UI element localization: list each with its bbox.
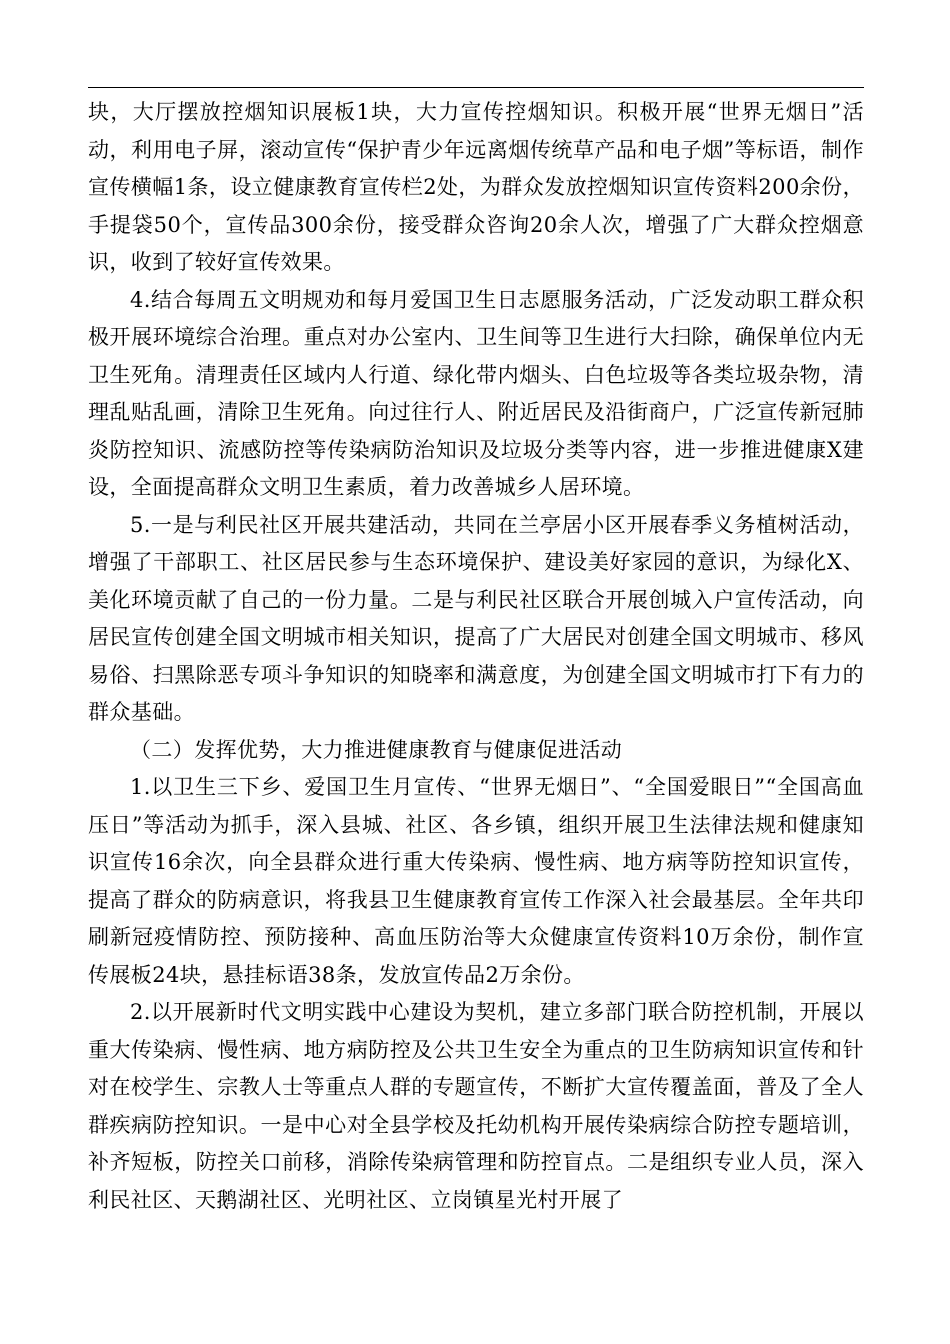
section-heading: （二）发挥优势，大力推进健康教育与健康促进活动 <box>130 737 623 762</box>
paragraph-item-5: 5.一是与利民社区开展共建活动，共同在兰亭居小区开展春季义务植树活动，增强了干部职工、社区居民参与生态环境保护、建设美好家园的意识，为绿化X、美化环境贡献了自己的一份力量。二是与利民社区联合开展创城入户宣传活动，向居民宣传创建全国文明城市相关知识，提高了广大居民对创建全国文明城市、移风易俗、扫黑除恶专项斗争知识的知晓率和满意度，为创建全国文明城市打下有力的群众基础。 <box>88 512 864 724</box>
paragraph-item-4: 4.结合每周五文明规劝和每月爱国卫生日志愿服务活动，广泛发动职工群众积极开展环境综合治理。重点对办公室内、卫生间等卫生进行大扫除，确保单位内无卫生死角。清理责任区域内人行道、绿化带内烟头、白色垃圾等各类垃圾杂物，清理乱贴乱画，清除卫生死角。向过往行人、附近居民及沿街商户，广泛宣传新冠肺炎防控知识、流感防控等传染病防治知识及垃圾分类等内容，进一步推进健康X建设，全面提高群众文明卫生素质，着力改善城乡人居环境。 <box>88 287 864 499</box>
paragraph-continuation: 块，大厅摆放控烟知识展板1块，大力宣传控烟知识。积极开展“世界无烟日”活动，利用电子屏，滚动宣传“保护青少年远离烟传统草产品和电子烟”等标语，制作宣传横幅1条，设立健康教育宣传栏2处，为群众发放控烟知识宣传资料200余份，手提袋50个，宣传品300余份，接受群众咨询20余人次，增强了广大群众控烟意识，收到了较好宣传效果。 <box>88 100 864 274</box>
paragraph-item-1: 1.以卫生三下乡、爱国卫生月宣传、“世界无烟日”、“全国爱眼日”“全国高血压日”等活动为抓手，深入县城、社区、各乡镇，组织开展卫生法律法规和健康知识宣传16余次，向全县群众进行重大传染病、慢性病、地方病等防控知识宣传，提高了群众的防病意识，将我县卫生健康教育宣传工作深入社会最基层。全年共印刷新冠疫情防控、预防接种、高血压防治等大众健康宣传资料10万余份，制作宣传展板24块，悬挂标语38条，发放宣传品2万余份。 <box>88 775 864 987</box>
header-rule <box>88 87 864 88</box>
document-body <box>88 94 864 1219</box>
paragraph-item-2: 2.以开展新时代文明实践中心建设为契机，建立多部门联合防控机制，开展以重大传染病、慢性病、地方病防控及公共卫生安全为重点的卫生防病知识宣传和针对在校学生、宗教人士等重点人群的专题宣传，不断扩大宣传覆盖面，普及了全人群疾病防控知识。一是中心对全县学校及托幼机构开展传染病综合防控专题培训，补齐短板，防控关口前移，消除传染病管理和防控盲点。二是组织专业人员，深入利民社区、天鹅湖社区、光明社区、立岗镇星光村开展了 <box>88 1000 864 1212</box>
